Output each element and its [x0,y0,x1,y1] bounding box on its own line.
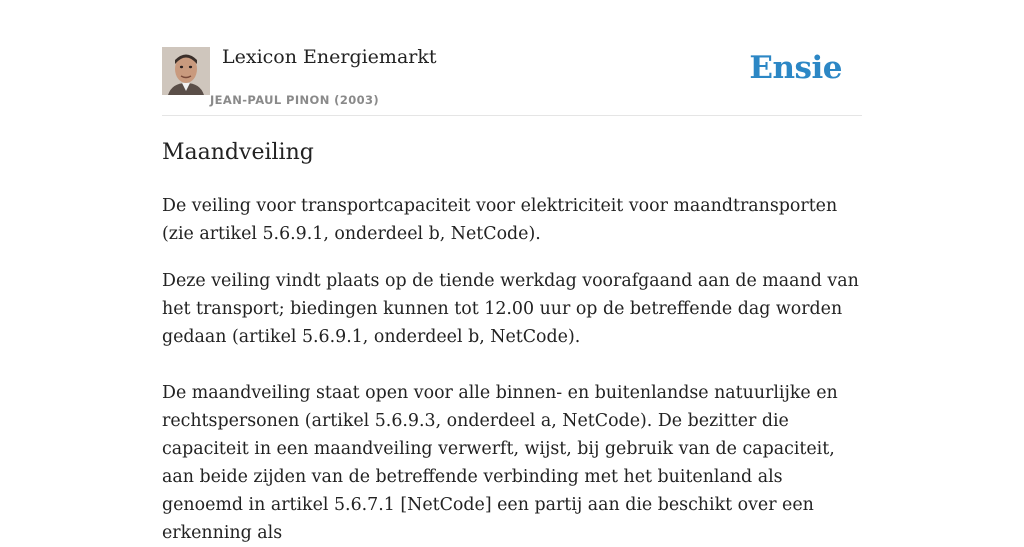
source-title[interactable]: Lexicon Energiemarkt [222,46,437,68]
author-avatar[interactable] [162,47,210,95]
definition-paragraph-2: Deze veiling vindt plaats op de tiende werkdag voorafgaand aan de maand van het transport; biedingen kunnen tot 12.00 uur op de betreffende dag worden gedaan (artikel 5.6.9.1, onderdeel b, NetCode). [162,271,859,347]
definition-body [162,192,862,547]
brand-logo[interactable]: Ensie [749,50,842,86]
definition-paragraph-1: De veiling voor transportcapaciteit voor elektriciteit voor maandtransporten (zie artikel 5.6.9.1, onderdeel b, NetCode). [162,196,838,244]
author-portrait-icon [162,47,210,95]
source-header [162,0,862,116]
term-title: Maandveiling [162,140,314,165]
definition-paragraph-3: De maandveiling staat open voor alle binnen- en buitenlandse natuurlijke en rechtspersonen (artikel 5.6.9.3, onderdeel a, NetCode). De bezitter die capaciteit in een maandveiling verwerft, wijst, bij gebruik van de capaciteit, aan beide zijden van de betreffende verbinding met het buitenland als genoemd in artikel 5.6.7.1 [NetCode] een partij aan die beschikt over een erkenning als [162,383,838,543]
content-column [162,0,862,543]
author-name[interactable]: JEAN-PAUL PINON (2003) [210,93,380,107]
